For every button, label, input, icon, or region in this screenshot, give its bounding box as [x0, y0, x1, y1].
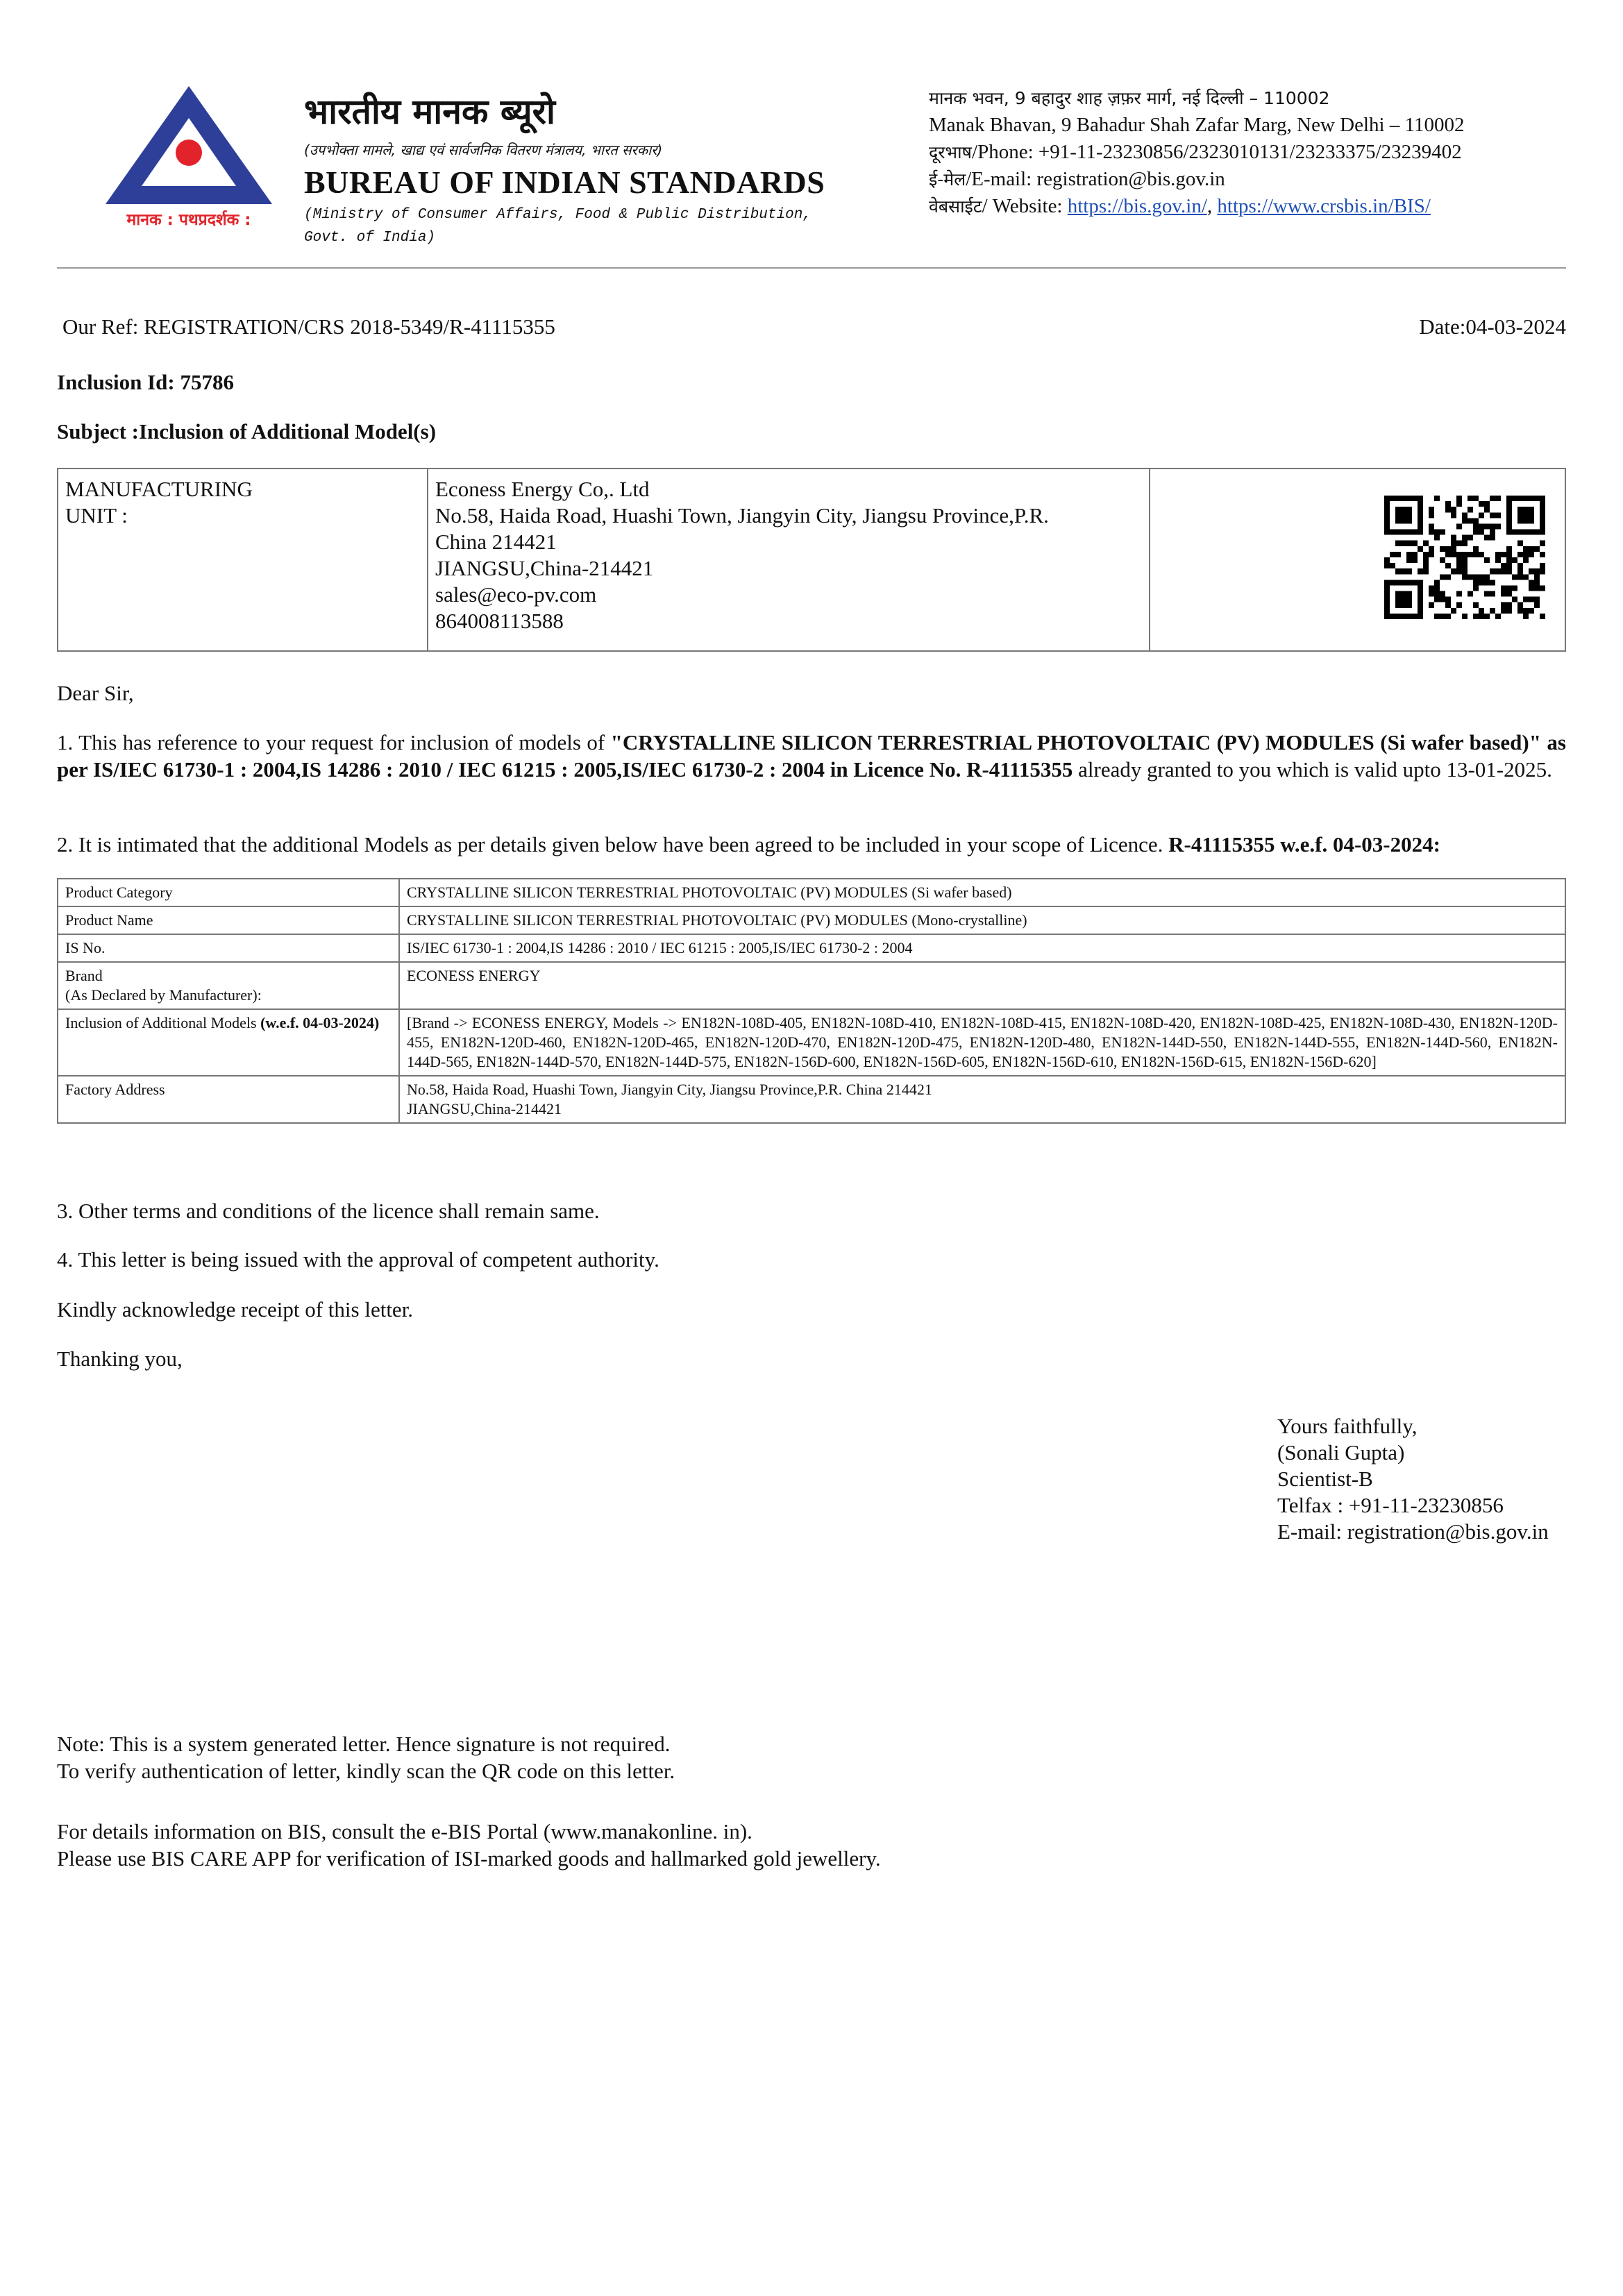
email-label-hindi: ई-मेल	[929, 169, 966, 189]
website-link-crsbis[interactable]: https://www.crsbis.in/BIS/	[1217, 195, 1431, 217]
note-line-1: Note: This is a system generated letter. Hence signature is not required.	[57, 1732, 671, 1756]
mfg-address-line1: No.58, Haida Road, Huashi Town, Jiangyin City, Jiangsu Province,P.R.	[435, 503, 1049, 527]
mfg-label-line1: MANUFACTURING	[65, 477, 253, 501]
mfg-address-line3: JIANGSU,China-214421	[435, 556, 654, 580]
address-english: Manak Bhavan, 9 Bahadur Shah Zafar Marg, New Delhi – 110002	[929, 114, 1465, 136]
para1-prefix: 1. This has reference to your request for inclusion of models of	[57, 730, 611, 754]
para2-prefix: 2. It is intimated that the additional Models as per details given below have been agreed to be included in your scope of Licence.	[57, 832, 1169, 856]
website-link-bis[interactable]: https://bis.gov.in/	[1067, 195, 1207, 217]
factory-address-label: Factory Address	[58, 1076, 399, 1123]
signatory-email: E-mail: registration@bis.gov.in	[1277, 1519, 1549, 1544]
website-label: / Website:	[982, 195, 1068, 217]
factory-address-cell	[399, 1076, 1565, 1123]
logo-motto: मानक : पथप्रदर्शक :	[126, 211, 251, 229]
paragraph-2	[57, 831, 1566, 858]
org-ministry-line1: (Ministry of Consumer Affairs, Food & Public Distribution,	[304, 207, 812, 223]
brand-label-line2: (As Declared by Manufacturer):	[65, 986, 262, 1004]
brand-value: ECONESS ENERGY	[399, 962, 1565, 1009]
mfg-phone: 864008113588	[435, 609, 564, 633]
paragraph-4: 4. This letter is being issued with the approval of competent authority.	[57, 1247, 659, 1272]
header-divider	[57, 267, 1566, 269]
manufacturing-unit-box	[57, 468, 1566, 652]
brand-label-cell	[58, 962, 399, 1009]
org-name-english: BUREAU OF INDIAN STANDARDS	[304, 164, 825, 200]
website-label-hindi: वेबसाईट	[929, 196, 982, 217]
phone-label: /Phone:	[972, 141, 1038, 163]
thanking-line: Thanking you,	[57, 1347, 183, 1371]
mfg-email: sales@eco-pv.com	[435, 582, 597, 607]
signatory-name: (Sonali Gupta)	[1277, 1440, 1405, 1464]
footer-line-2: Please use BIS CARE APP for verification of ISI-marked goods and hallmarked gold jewellery.	[57, 1846, 881, 1871]
qr-cell	[1150, 469, 1565, 650]
models-label-wef: (w.e.f. 04-03-2024)	[260, 1014, 380, 1031]
paragraph-3: 3. Other terms and conditions of the licence shall remain same.	[57, 1199, 600, 1223]
para1-suffix: already granted to you which is valid upto 13-01-2025.	[1073, 757, 1552, 782]
org-ministry-hindi: (उपभोक्ता मामले, खाद्य एवं सार्वजनिक वितरण मंत्रालय, भारत सरकार)	[304, 142, 663, 158]
mfg-company-name: Econess Energy Co,. Ltd	[435, 477, 650, 501]
letter-date: Date:04-03-2024	[1419, 314, 1566, 339]
mfg-details-cell	[428, 469, 1150, 650]
product-category-label: Product Category	[58, 879, 399, 906]
models-label-cell	[58, 1009, 399, 1076]
signature-block	[1277, 1413, 1549, 1545]
model-details-table	[57, 878, 1566, 1124]
paragraph-1	[57, 729, 1566, 783]
email-value: registration@bis.gov.in	[1036, 168, 1225, 190]
brand-label-line1: Brand	[65, 967, 103, 984]
table-row-is-no	[58, 934, 1565, 962]
email-label: /E-mail:	[966, 168, 1037, 190]
models-value: [Brand -> ECONESS ENERGY, Models -> EN182N-108D-405, EN182N-108D-410, EN182N-108D-415, EN182N-108D-420, EN182N-108D-425, EN182N-108D-430, EN182N-120D-455, EN182N-120D-460, EN182N-120D-465, EN182N-120D-470, EN182N-120D-475, EN182N-120D-480, EN182N-144D-550, EN182N-144D-555, EN182N-144D-560, EN182N-144D-565, EN182N-144D-570, EN182N-144D-575, EN182N-156D-600, EN182N-156D-605, EN182N-156D-610, EN182N-156D-615, EN182N-156D-620]	[399, 1009, 1565, 1076]
para1-bold: "CRYSTALLINE SILICON TERRESTRIAL PHOTOVOLTAIC (PV) MODULES (Si wafer based)" as per IS/IEC 61730-1 : 2004,IS 14286 : 2010 / IEC 61215 : 2005,IS/IEC 61730-2 : 2004 in Licence No. R-41115355	[57, 730, 1566, 782]
product-category-value: CRYSTALLINE SILICON TERRESTRIAL PHOTOVOLTAIC (PV) MODULES (Si wafer based)	[399, 879, 1565, 906]
phone-line	[929, 139, 1609, 166]
email-line	[929, 166, 1609, 193]
bis-logo	[103, 82, 275, 239]
signatory-telfax: Telfax : +91-11-23230856	[1277, 1493, 1504, 1517]
table-row-models	[58, 1009, 1565, 1076]
qr-code-icon[interactable]	[1384, 496, 1545, 619]
signature-closing: Yours faithfully,	[1277, 1414, 1418, 1438]
mfg-label-cell	[58, 469, 428, 650]
salutation: Dear Sir,	[57, 681, 134, 705]
mfg-address-line2: China 214421	[435, 530, 557, 554]
is-no-value: IS/IEC 61730-1 : 2004,IS 14286 : 2010 / IEC 61215 : 2005,IS/IEC 61730-2 : 2004	[399, 934, 1565, 962]
para2-bold: R-41115355 w.e.f. 04-03-2024:	[1168, 832, 1440, 856]
subject: Subject :Inclusion of Additional Model(s)	[57, 419, 437, 444]
phone-value: +91-11-23230856/2323010131/23233375/23239402	[1038, 141, 1462, 163]
phone-label-hindi: दूरभाष	[929, 142, 973, 162]
inclusion-id: Inclusion Id: 75786	[57, 370, 234, 394]
table-row-brand	[58, 962, 1565, 1009]
org-name-hindi: भारतीय मानक ब्यूरो	[304, 92, 555, 132]
org-name-block	[304, 87, 901, 247]
note-line-2: To verify authentication of letter, kindly scan the QR code on this letter.	[57, 1759, 675, 1783]
table-row-product-name	[58, 906, 1565, 934]
table-row-product-category	[58, 879, 1565, 906]
reference-number: Our Ref: REGISTRATION/CRS 2018-5349/R-41115355	[62, 314, 555, 339]
factory-address-line1: No.58, Haida Road, Huashi Town, Jiangyin City, Jiangsu Province,P.R. China 214421	[407, 1081, 932, 1098]
acknowledge-line: Kindly acknowledge receipt of this letter.	[57, 1297, 414, 1322]
org-ministry-line2: Govt. of India)	[304, 230, 436, 246]
logo-dot	[176, 140, 202, 166]
footer-line-1: For details information on BIS, consult the e-BIS Portal (www.manakonline. in).	[57, 1819, 752, 1843]
mfg-label-line2: UNIT :	[65, 503, 128, 527]
website-line: वेबसाईट/ Website: https://bis.gov.in/, https://www.crsbis.in/BIS/	[929, 195, 1431, 217]
product-name-label: Product Name	[58, 906, 399, 934]
models-label: Inclusion of Additional Models	[65, 1014, 261, 1031]
is-no-label: IS No.	[58, 934, 399, 962]
address-hindi: मानक भवन, 9 बहादुर शाह ज़फ़र मार्ग, नई दिल्ली – 110002	[929, 88, 1330, 108]
product-name-value: CRYSTALLINE SILICON TERRESTRIAL PHOTOVOLTAIC (PV) MODULES (Mono-crystalline)	[399, 906, 1565, 934]
signatory-designation: Scientist-B	[1277, 1467, 1373, 1491]
factory-address-line2: JIANGSU,China-214421	[407, 1100, 562, 1117]
contact-block	[929, 85, 1609, 220]
table-row-factory-address	[58, 1076, 1565, 1123]
